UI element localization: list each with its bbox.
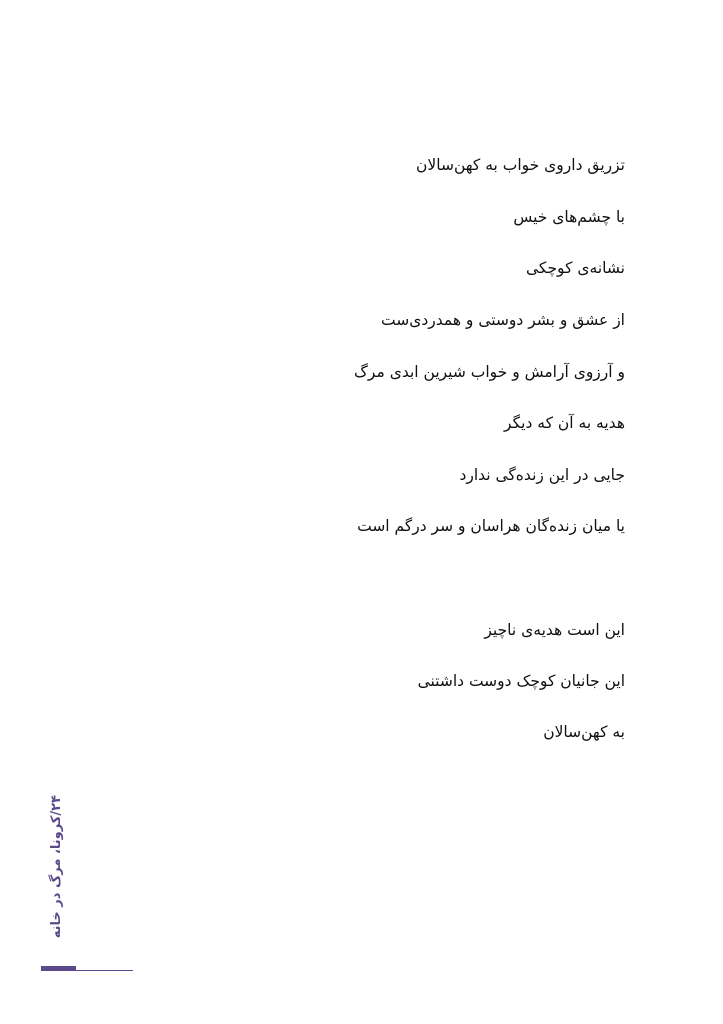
poem-line: و آرزوی آرامش و خواب شیرین ابدی مرگ	[354, 363, 625, 381]
poem-line: این جانیان کوچک دوست داشتنی	[417, 672, 625, 690]
poem-line: هدیه به آن که دیگر	[504, 414, 625, 432]
poem-line: یا میان زنده‌گان هراسان و سر درگم است	[357, 517, 625, 535]
footer-rule	[41, 970, 133, 971]
poem-line: با چشم‌های خیس	[513, 208, 625, 226]
page-running-head: ۲۴/کرونا، مرگ در خانه	[49, 795, 64, 939]
poem-line: به کهن‌سالان	[543, 723, 625, 741]
poem-line: جایی در این زنده‌گی ندارد	[459, 466, 625, 484]
poem-line: از عشق و بشر دوستی و همدردی‌ست	[381, 311, 625, 329]
poem-line: نشانه‌ی کوچکی	[526, 259, 625, 277]
poem-line: این است هدیه‌ی ناچیز	[484, 621, 625, 639]
poem-line: تزریق داروی خواب به کهن‌سالان	[416, 156, 625, 174]
